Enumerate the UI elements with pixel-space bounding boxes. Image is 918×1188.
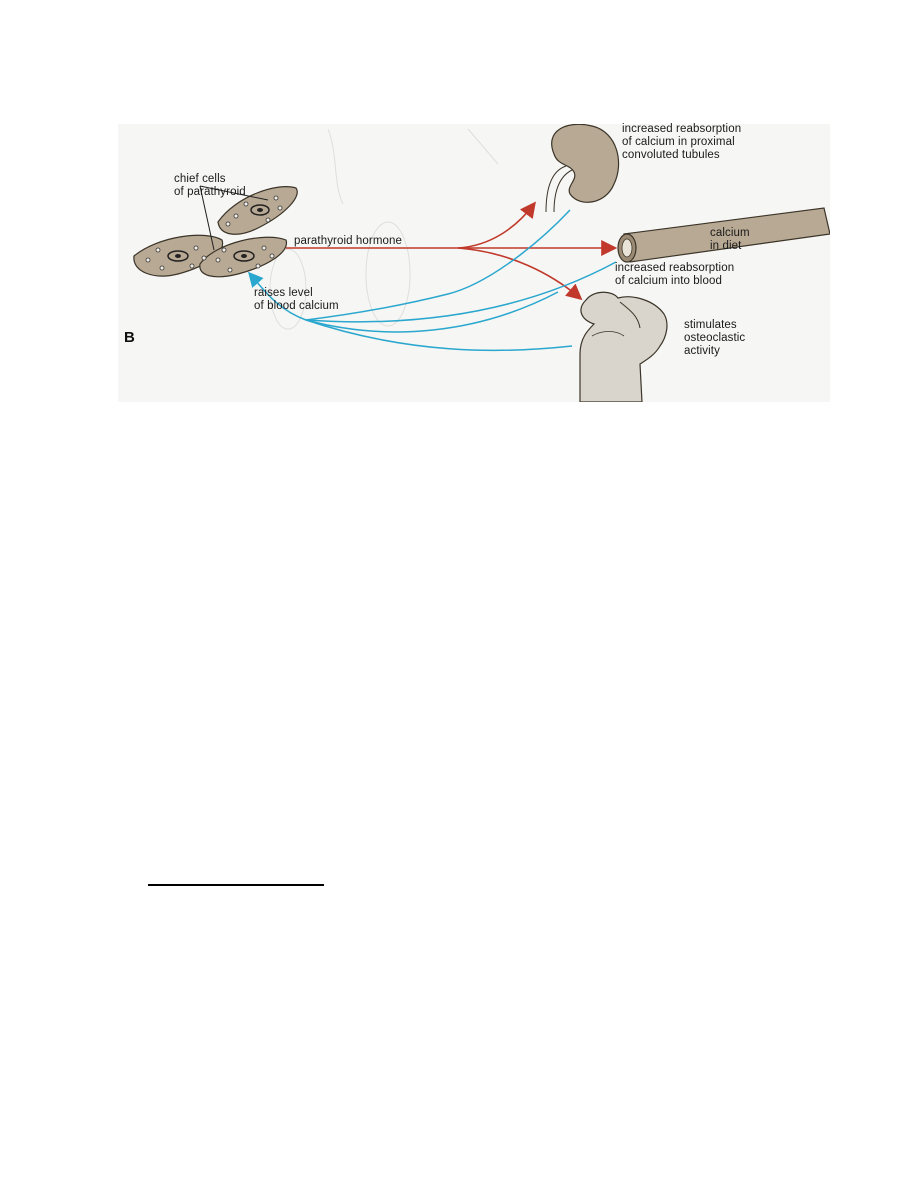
femur-icon	[580, 292, 667, 402]
label-parathyroid-hormone: parathyroid hormone	[294, 235, 403, 247]
label-kidney-effect: increased reabsorption of calcium in proximal convoluted tubules	[622, 123, 742, 161]
chief-cells-icon	[134, 186, 297, 277]
kidney-icon	[546, 124, 619, 212]
feedback-arrows	[250, 210, 616, 350]
label-intestine-effect: increased reabsorption of calcium into blood	[615, 262, 735, 287]
label-chief-cells: chief cells of parathyroid	[174, 173, 246, 198]
label-raises-blood-calcium: raises level of blood calcium	[254, 287, 339, 312]
parathyroid-figure	[118, 124, 830, 402]
hormone-arrows	[286, 204, 614, 298]
label-bone-effect: stimulates osteoclastic activity	[684, 319, 746, 357]
panel-letter: B	[124, 329, 135, 346]
label-calcium-in-diet: calcium in diet	[710, 227, 750, 252]
underline-rule	[148, 884, 324, 886]
